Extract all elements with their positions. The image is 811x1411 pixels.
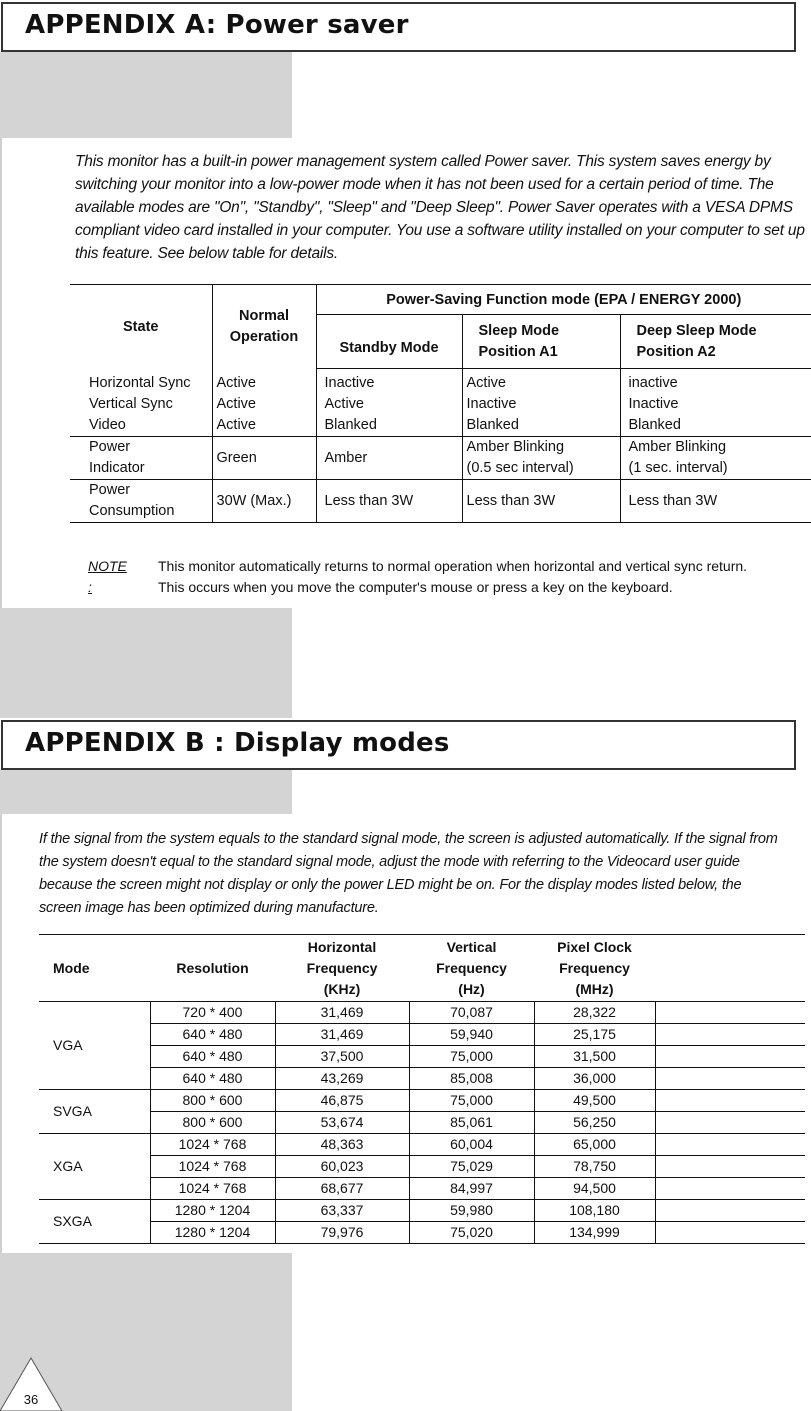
cell-blank <box>655 1222 805 1244</box>
display-modes-table <box>39 934 805 1244</box>
cell-res: 1024 * 768 <box>150 1178 275 1200</box>
blank-header <box>655 935 805 1002</box>
table-row: Power Consumption 30W (Max.) Less than 3W Less than 3W Less than 3W <box>70 480 811 523</box>
note-label: NOTE : <box>88 558 127 595</box>
cell-h: 31,469 <box>275 1002 409 1024</box>
decor-block <box>0 608 292 718</box>
table-row <box>39 1156 805 1178</box>
decor-block <box>0 770 292 814</box>
cell-res: 800 * 600 <box>150 1112 275 1134</box>
cell-p: 56,250 <box>534 1112 655 1134</box>
cell-res: 720 * 400 <box>150 1002 275 1024</box>
mode-cell: SVGA <box>39 1090 150 1134</box>
cell-blank <box>655 1178 805 1200</box>
resolution-header: Resolution <box>150 935 275 1002</box>
cell-res: 640 * 480 <box>150 1068 275 1090</box>
deep-sleep-header: Deep Sleep Mode Position A2 <box>620 315 811 369</box>
cell-p: 108,180 <box>534 1200 655 1222</box>
cell-h: 46,875 <box>275 1090 409 1112</box>
cell-blank <box>655 1134 805 1156</box>
cell-blank <box>655 1024 805 1046</box>
table-row <box>39 1046 805 1068</box>
cell-h: 31,469 <box>275 1024 409 1046</box>
mode-cell: VGA <box>39 1002 150 1090</box>
table-row <box>39 1178 805 1200</box>
mode-cell: SXGA <box>39 1200 150 1244</box>
appendix-a-title: APPENDIX A: Power saver <box>25 10 409 40</box>
cell-blank <box>655 1068 805 1090</box>
mode-cell: XGA <box>39 1134 150 1200</box>
table-row <box>39 1090 805 1112</box>
cell-v: 70,087 <box>409 1002 534 1024</box>
table-row <box>39 1024 805 1046</box>
table-row: Power Indicator Green Amber Amber Blinking (0.5 sec interval) Amber Blinking (1 sec. interval) <box>70 437 811 480</box>
power-saving-group-header: Power-Saving Function mode (EPA / ENERGY 2000) <box>316 285 811 315</box>
cell-v: 75,020 <box>409 1222 534 1244</box>
cell-res: 1024 * 768 <box>150 1134 275 1156</box>
cell-p: 49,500 <box>534 1090 655 1112</box>
pclk-header: Pixel Clock Frequency (MHz) <box>534 935 655 1002</box>
cell-h: 43,269 <box>275 1068 409 1090</box>
cell-v: 85,061 <box>409 1112 534 1134</box>
cell-v: 75,000 <box>409 1090 534 1112</box>
normal-operation-header: Normal Operation <box>212 285 316 369</box>
cell-v: 84,997 <box>409 1178 534 1200</box>
decor-block <box>0 52 292 138</box>
cell-h: 68,677 <box>275 1178 409 1200</box>
cell-p: 134,999 <box>534 1222 655 1244</box>
appendix-a-banner <box>1 2 796 52</box>
table-row <box>39 1222 805 1244</box>
appendix-b-title: APPENDIX B : Display modes <box>25 728 450 758</box>
cell-v: 60,004 <box>409 1134 534 1156</box>
hfreq-header: Horizontal Frequency (KHz) <box>275 935 409 1002</box>
cell-v: 59,980 <box>409 1200 534 1222</box>
cell-p: 25,175 <box>534 1024 655 1046</box>
cell-blank <box>655 1002 805 1024</box>
cell-res: 640 * 480 <box>150 1024 275 1046</box>
cell-h: 63,337 <box>275 1200 409 1222</box>
table-row <box>39 1134 805 1156</box>
cell-blank <box>655 1156 805 1178</box>
cell-v: 75,000 <box>409 1046 534 1068</box>
cell-res: 1280 * 1204 <box>150 1200 275 1222</box>
cell-p: 78,750 <box>534 1156 655 1178</box>
state-header: State <box>70 285 212 369</box>
power-saver-table <box>70 284 811 523</box>
cell-v: 75,029 <box>409 1156 534 1178</box>
cell-v: 59,940 <box>409 1024 534 1046</box>
cell-res: 1024 * 768 <box>150 1156 275 1178</box>
mode-header: Mode <box>39 935 150 1002</box>
cell-p: 94,500 <box>534 1178 655 1200</box>
table-row <box>39 1068 805 1090</box>
page-number-badge <box>0 1356 63 1411</box>
cell-p: 65,000 <box>534 1134 655 1156</box>
cell-blank <box>655 1090 805 1112</box>
table-row <box>39 1200 805 1222</box>
cell-p: 28,322 <box>534 1002 655 1024</box>
cell-blank <box>655 1200 805 1222</box>
margin-line <box>0 814 2 1253</box>
page-number: 36 <box>23 1392 39 1407</box>
cell-h: 53,674 <box>275 1112 409 1134</box>
appendix-b-banner <box>1 720 796 770</box>
cell-res: 640 * 480 <box>150 1046 275 1068</box>
appendix-a-intro: This monitor has a built-in power management system called Power saver. This system saves energy by switching your monitor into a low-power mode when it has not been used for a certain period of time. The available modes are "On", "Standby", "Sleep" and "Deep Sleep". Power Saver operates with a VESA DPMS compliant video card installed in your computer. You use a software utility installed on your computer to set up this feature. See below table for details. <box>75 153 805 262</box>
table-row <box>39 1112 805 1134</box>
cell-v: 85,008 <box>409 1068 534 1090</box>
cell-res: 800 * 600 <box>150 1090 275 1112</box>
cell-h: 79,976 <box>275 1222 409 1244</box>
cell-h: 48,363 <box>275 1134 409 1156</box>
cell-res: 1280 * 1204 <box>150 1222 275 1244</box>
table-row <box>39 1002 805 1024</box>
cell-p: 36,000 <box>534 1068 655 1090</box>
standby-header: Standby Mode <box>316 315 462 369</box>
cell-blank <box>655 1046 805 1068</box>
sleep-header: Sleep Mode Position A1 <box>462 315 620 369</box>
cell-p: 31,500 <box>534 1046 655 1068</box>
cell-h: 60,023 <box>275 1156 409 1178</box>
note-text: This monitor automatically returns to normal operation when horizontal and vertical sync return. This occurs when you move the computer's mouse or press a key on the keyboard. <box>158 558 748 595</box>
vfreq-header: Vertical Frequency (Hz) <box>409 935 534 1002</box>
margin-line <box>0 138 2 608</box>
appendix-b-intro: If the signal from the system equals to the standard signal mode, the screen is adjusted automatically. If the signal from the system doesn't equal to the standard signal mode, adjust the mode with referring to the Videocard user guide because the screen might not display or only the power LED might be on. For the display modes listed below, the screen image has been optimized during manufacture. <box>39 831 778 916</box>
table-row: Horizontal Sync Vertical Sync Video Active Active Active Inactive Active Blanked Active Inactive Blanked inactive Inactive Blanked <box>70 369 811 437</box>
cell-h: 37,500 <box>275 1046 409 1068</box>
cell-blank <box>655 1112 805 1134</box>
